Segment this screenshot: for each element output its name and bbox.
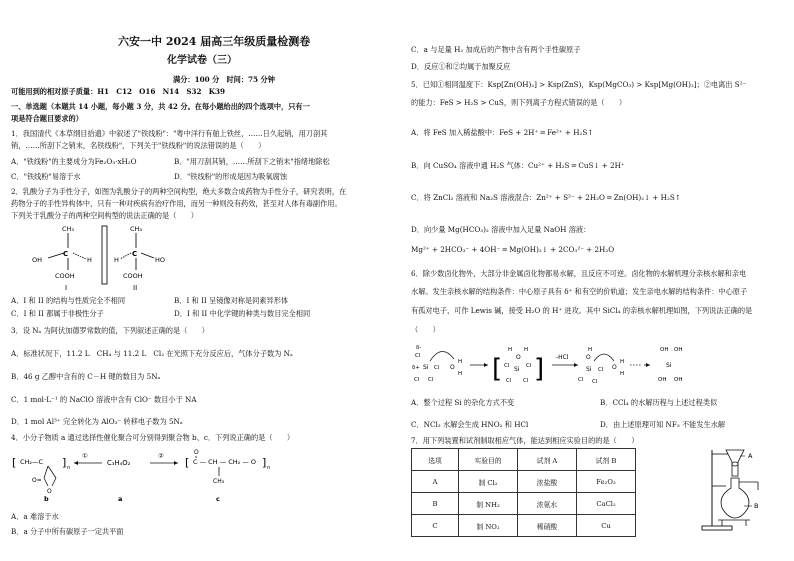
svg-text:Cl: Cl bbox=[598, 367, 604, 373]
q3-option-a: A．标准状况下，11.2 L CH₄ 与 11.2 L Cl₂ 在光照下充分反应后，气体分子数为 Nₐ bbox=[11, 349, 293, 358]
mol2-ch3: CH₃ bbox=[130, 225, 143, 233]
compound-a: C₃H₄O₂ bbox=[107, 459, 131, 467]
reagent-table bbox=[411, 448, 636, 537]
q1-option-d: D．"铁线粉"的形成是因为吸氧腐蚀 bbox=[174, 172, 288, 181]
atomic-masses: 可能用到的相对原子质量：H1 C12 O16 N14 S32 K39 bbox=[11, 87, 225, 96]
svg-text:O: O bbox=[612, 364, 617, 371]
q1-stem: 1．我国清代《本草纲目拾遗》中叙述了"铁线粉"："粤中洋行有舶上铁丝，……日久起销，用刀剖其 bbox=[11, 129, 328, 138]
svg-text:]: ] bbox=[534, 354, 545, 384]
svg-text:[: [ bbox=[185, 456, 190, 469]
mirror-plane bbox=[102, 226, 107, 284]
svg-text:Si: Si bbox=[586, 366, 592, 373]
svg-text:Cl: Cl bbox=[526, 363, 532, 369]
q5-option-b: B．向 CuSO₄ 溶液中通 H₂S 气体：Cu²⁺ + H₂S ═ CuS↓ + 2H⁺ bbox=[411, 161, 625, 170]
svg-text:CH₂—C: CH₂—C bbox=[20, 458, 44, 466]
label-c: c bbox=[216, 495, 220, 502]
mol1-h: H bbox=[87, 256, 92, 264]
svg-text:OH: OH bbox=[660, 347, 669, 353]
svg-text:C — CH — CH₂ — O: C — CH — CH₂ — O bbox=[193, 458, 257, 466]
table-header: 实验目的 bbox=[459, 449, 518, 471]
svg-text:H: H bbox=[524, 347, 529, 353]
q5-option-a: A．将 FeS 加入稀盐酸中：FeS + 2H⁺ ═ Fe²⁺ + H₂S↑ bbox=[411, 128, 594, 137]
gas-apparatus-diagram bbox=[700, 446, 772, 532]
polymerization-scheme bbox=[10, 446, 395, 502]
svg-text:Si: Si bbox=[666, 362, 672, 369]
q3-option-b: B．46 g 乙醇中含有的 C－H 键的数目为 5Nₐ bbox=[11, 372, 161, 381]
q6-stem-cont: 水解。发生亲核水解的结构条件：中心原子具有 δ⁺ 和有空的价轨道；发生亲电水解的结构条件：中心原子 bbox=[411, 287, 748, 296]
mol1-cooh: COOH bbox=[55, 272, 75, 280]
hydrolysis-mechanism bbox=[410, 337, 690, 392]
mol1-c: C bbox=[63, 250, 69, 258]
svg-text:n: n bbox=[267, 465, 271, 471]
q3-option-d: D．1 mol Al³⁺ 完全转化为 AlO₂⁻ 转移电子数为 5Nₐ bbox=[11, 417, 183, 426]
svg-text:δ-: δ- bbox=[416, 345, 422, 351]
minus-hcl: -HCl bbox=[556, 354, 569, 361]
q2-option-a: A．I 和 II 的结构与性质完全不相同 bbox=[11, 296, 126, 305]
q4-stem: 4．小分子物质 a 通过选择性催化聚合可分别得到聚合物 b、c．下列说正确的是（ ） bbox=[11, 433, 295, 442]
svg-text:Cl: Cl bbox=[415, 353, 421, 359]
table-row: C 制 NO₂ 稀硝酸 Cu bbox=[412, 515, 636, 537]
q2-option-c: C．I 和 II 都属于非极性分子 bbox=[11, 309, 104, 318]
q5-option-d: D．向少量 Mg(HCO₃)₂ 溶液中加入足量 NaOH 溶液： bbox=[411, 225, 591, 234]
table-row: A 制 Cl₂ 浓盐酸 Fe₂O₃ bbox=[412, 471, 636, 493]
q7-stem: 7．用下列装置和试剂制取相应气体，能达到相应实验目的的是（ ） bbox=[411, 436, 639, 445]
q3-option-c: C．1 mol·L⁻¹ 的 NaClO 溶液中含有 ClO⁻ 数目小于 NA bbox=[11, 395, 197, 404]
svg-text:Cl: Cl bbox=[592, 379, 598, 385]
q3-stem: 3．设 Nₐ 为阿伏加德罗常数的值，下列叙述正确的是（ ） bbox=[11, 326, 209, 335]
table-row: B 制 NH₃ 浓氨水 CaCl₂ bbox=[412, 493, 636, 515]
q6-stem-cont2: 有孤对电子，可作 Lewis 碱，接受 H₂O 的 H⁺ 进攻。其中 SiCl₄ 的亲核水解机理如图，下列说法正确的是 bbox=[411, 306, 753, 315]
q2-option-b: B．I 和 II 呈镜像对称是同素异形体 bbox=[174, 296, 289, 305]
q2-stem-cont2: 下列关于乳酸分子的两种空间构型的说法正确的是（ ） bbox=[11, 211, 198, 220]
svg-text:CH₃: CH₃ bbox=[213, 478, 225, 485]
svg-text:[: [ bbox=[492, 354, 503, 384]
q1-stem-cont: 销，……所刮下之销末，名铁线粉"，下列关于"铁线粉"的说法错误的是（ ） bbox=[11, 141, 266, 150]
section-heading-cont: 项是符合题目要求的） bbox=[11, 114, 83, 123]
svg-text:Cl: Cl bbox=[504, 363, 510, 369]
mol1-ch3: CH₃ bbox=[62, 225, 75, 233]
q4-option-c: C．a 与足量 H₂ 加成后的产物中含有两个手性碳原子 bbox=[411, 45, 581, 54]
q1-option-c: C．"铁线粉"易溶于水 bbox=[11, 172, 81, 181]
q6-stem: 6．除少数卤化物外，大部分非金属卤化物都易水解，且反应不可逆。卤化物的水解机理分亲核水解和亲电 bbox=[411, 269, 747, 278]
mol2-h: H bbox=[114, 256, 119, 264]
q5-option-c: C．将 ZnCl₂ 溶液和 Na₂S 溶液混合：Zn²⁺ + S²⁻ + 2H₂O ═ Zn(OH)₂↓ + H₂S↑ bbox=[411, 193, 681, 202]
q6-stem-cont3: （ ） bbox=[411, 325, 440, 334]
svg-text:O: O bbox=[516, 354, 521, 361]
step1: ① bbox=[82, 452, 88, 460]
svg-text:Cl: Cl bbox=[506, 378, 512, 384]
svg-text:H: H bbox=[588, 347, 593, 353]
svg-text:]: ] bbox=[262, 456, 267, 469]
q6-option-b: B．CCl₄ 的水解历程与上述过程类似 bbox=[600, 398, 718, 407]
q2-stem: 2．乳酸分子为手性分子，如图为乳酸分子的两种空间构型，绝大多数合成药物为手性分子，研究表明，在 bbox=[11, 187, 347, 196]
apparatus-label-a: A bbox=[748, 452, 753, 460]
svg-text:Cl: Cl bbox=[523, 378, 529, 384]
svg-text:O=: O= bbox=[32, 477, 42, 484]
mol2-cooh: COOH bbox=[123, 272, 143, 280]
q5-stem: 5．已知①相同温度下：Ksp[Zn(OH)₂] > Ksp(ZnS)，Ksp(MgCO₃) > Ksp[Mg(OH)₂]；②电离出 S²⁻ bbox=[411, 80, 747, 89]
svg-text:OH: OH bbox=[658, 377, 667, 383]
svg-text:H: H bbox=[620, 371, 625, 377]
exam-title: 六安一中 2024 届高三年级质量检测卷 bbox=[118, 35, 311, 48]
svg-text:H: H bbox=[458, 371, 463, 377]
table-header-row bbox=[412, 449, 636, 471]
exam-subtitle: 化学试卷（三） bbox=[167, 55, 237, 66]
mol2-c: C bbox=[132, 250, 138, 258]
svg-text:Cl: Cl bbox=[414, 377, 420, 383]
label-a: a bbox=[118, 495, 123, 502]
svg-text:O: O bbox=[586, 354, 591, 361]
svg-text:H: H bbox=[458, 359, 463, 365]
svg-text:H: H bbox=[620, 359, 625, 365]
table-header: 试剂 A bbox=[518, 449, 577, 471]
q5-option-d-equation: Mg²⁺ + 2HCO₃⁻ + 4OH⁻ ═ Mg(OH)₂↓ + 2CO₃²⁻ + 2H₂O bbox=[411, 245, 615, 254]
q6-option-a: A．整个过程 Si 的杂化方式不变 bbox=[411, 398, 515, 407]
q5-stem-cont: 的能力：FeS > H₂S > CuS，则下列离子方程式错误的是（ ） bbox=[411, 98, 627, 107]
step2: ② bbox=[158, 452, 164, 460]
table-header: 选项 bbox=[412, 449, 459, 471]
lactic-acid-diagram bbox=[30, 222, 180, 294]
label-b: b bbox=[44, 495, 49, 502]
right-column bbox=[400, 0, 794, 561]
svg-text:Si: Si bbox=[423, 364, 429, 371]
svg-text:H: H bbox=[508, 347, 513, 353]
svg-text:δ+: δ+ bbox=[412, 365, 420, 371]
q2-stem-cont: 药物分子的手性异构体中，只有一种对疾病有治疗作用，而另一种则没有药效，甚至对人体有毒副作用。 bbox=[11, 199, 342, 208]
svg-text:O: O bbox=[47, 488, 52, 495]
q4-option-a: A．a 难溶于水 bbox=[11, 512, 59, 521]
q4-option-b: B．a 分子中所有碳原子一定共平面 bbox=[11, 527, 124, 536]
svg-text:O: O bbox=[194, 449, 199, 456]
q6-option-d: D．由上述原理可知 NF₃ 不能发生水解 bbox=[600, 420, 726, 429]
svg-text:n: n bbox=[67, 465, 71, 471]
q1-option-a: A．"铁线粉"的主要成分为Fe₂O₃·xH₂O bbox=[11, 157, 137, 166]
svg-text:Cl: Cl bbox=[578, 377, 584, 383]
mol1-label: I bbox=[65, 284, 68, 292]
q4-option-d: D．反应①和②均属于加聚反应 bbox=[411, 62, 511, 71]
q2-option-d: D．I 和 II 中化学键的种类与数目完全相同 bbox=[174, 309, 311, 318]
mol2-ho: HO bbox=[155, 256, 166, 264]
svg-text:Si: Si bbox=[514, 366, 520, 373]
section-heading: 一、单选题（本题共 14 小题，每小题 3 分，共 42 分。在每小题给出的四个选项中，只有一 bbox=[11, 102, 310, 111]
table-header: 试剂 B bbox=[577, 449, 636, 471]
svg-text:O: O bbox=[450, 364, 455, 371]
svg-text:Cl: Cl bbox=[434, 365, 440, 371]
svg-text:OH: OH bbox=[674, 377, 683, 383]
svg-text:]: ] bbox=[62, 456, 67, 469]
q1-option-b: B．"用刀刮其销，……所刮下之销末"指绪地除松 bbox=[174, 157, 330, 166]
svg-text:OH: OH bbox=[674, 347, 683, 353]
svg-text:[: [ bbox=[12, 456, 17, 469]
mol1-oh: OH bbox=[32, 256, 43, 264]
mol2-label: II bbox=[133, 284, 138, 292]
apparatus-label-b: B bbox=[754, 502, 759, 510]
exam-meta: 满分：100 分 时间：75 分钟 bbox=[173, 75, 275, 84]
svg-text:Cl: Cl bbox=[428, 377, 434, 383]
q6-option-c: C．NCl₃ 水解会生成 HNO₂ 和 HCl bbox=[411, 420, 529, 429]
